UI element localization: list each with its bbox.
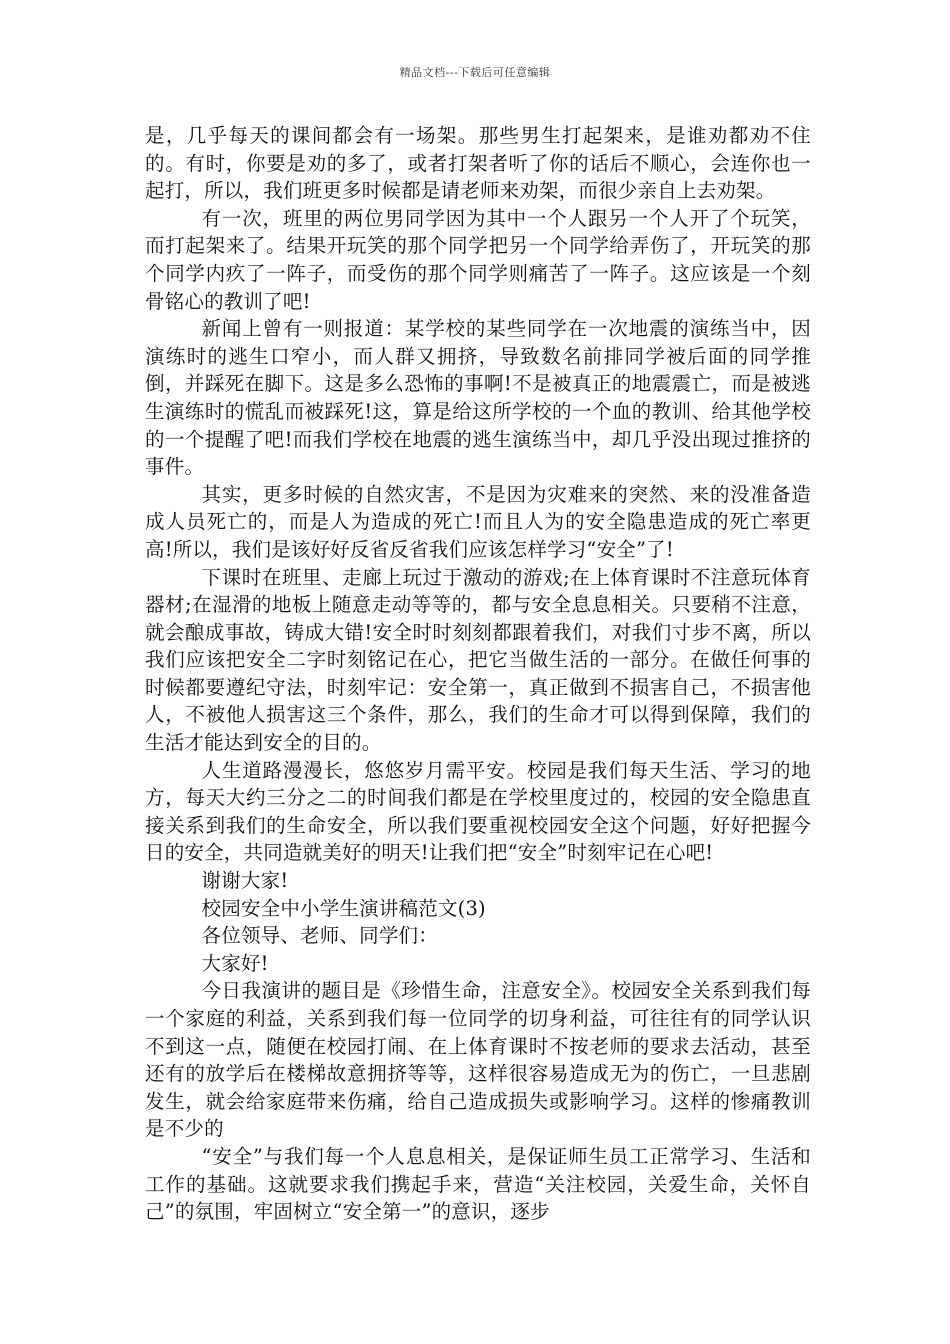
page-header: 精品文档---下载后可任意编辑 <box>399 66 551 79</box>
closing-line: 谢谢大家! <box>201 869 289 893</box>
paragraph: 下课时在班里、走廊上玩过于激动的游戏;在上体育课时不注意玩体育器材;在湿滑的地板上随意走动等等的，都与安全息息相关。只要稍不注意，就会酿成事故，铸成大错!安全时时刻刻都跟着我们，对我们寸步不离，所以我们应该把安全二字时刻铭记在心，把它当做生活的一部分。在做任何事的时候都要遵纪守法，时刻牢记：安全第一，真正做到不损害自己，不损害他人，不被他人损害这三个条件，那么，我们的生命才可以得到保障，我们的生活才能达到安全的目的。 <box>145 565 811 755</box>
paragraph: 今日我演讲的题目是《珍惜生命，注意安全》。校园安全关系到我们每一个家庭的利益，关系到我们每一位同学的切身利益，可往往有的同学认识不到这一点，随便在校园打闹、在上体育课时不按老师的要求去活动，甚至还有的放学后在楼梯故意拥挤等等，这样很容易造成无为的伤亡，一旦悲剧发生，就会给家庭带来伤痛，给自己造成损失或影响学习。这样的惨痛教训是不少的 <box>145 979 811 1141</box>
salutation: 各位领导、老师、同学们： <box>201 924 438 948</box>
section-title: 校园安全中小学生演讲稿范文(3) <box>201 896 486 920</box>
paragraph: 人生道路漫漫长，悠悠岁月需平安。校园是我们每天生活、学习的地方，每天大约三分之二的时间我们都是在学校里度过的，校园的安全隐患直接关系到我们的生命安全，所以我们要重视校园安全这个问题，好好把握今日的安全，共同造就美好的明天!让我们把“安全”时刻牢记在心吧! <box>145 758 811 865</box>
paragraph: 其实，更多时候的自然灾害，不是因为灾难来的突然、来的没准备造成人员死亡的，而是人为造成的死亡!而且人为的安全隐患造成的死亡率更高!所以，我们是该好好反省反省我们应该怎样学习“安全”了! <box>145 482 811 561</box>
greeting: 大家好! <box>201 951 269 975</box>
paragraph: 是，几乎每天的课间都会有一场架。那些男生打起架来，是谁劝都劝不住的。有时，你要是劝的多了，或者打架者听了你的话后不顺心，会连你也一起打，所以，我们班更多时候都是请老师来劝架，而很少亲自上去劝架。 <box>145 124 811 203</box>
document-body <box>145 122 811 1226</box>
paragraph: 有一次，班里的两位男同学因为其中一个人跟另一个人开了个玩笑，而打起架来了。结果开玩笑的那个同学把另一个同学给弄伤了，开玩笑的那个同学内疚了一阵子，而受伤的那个同学则痛苦了一阵子。这应该是一个刻骨铭心的教训了吧! <box>145 206 811 313</box>
paragraph: “安全”与我们每一个人息息相关，是保证师生员工正常学习、生活和工作的基础。这就要求我们携起手来，营造“关注校园，关爱生命，关怀自己”的氛围，牢固树立“安全第一”的意识，逐步 <box>145 1144 811 1224</box>
paragraph: 新闻上曾有一则报道：某学校的某些同学在一次地震的演练当中，因演练时的逃生口窄小，而人群又拥挤，导致数名前排同学被后面的同学推倒，并踩死在脚下。这是多么恐怖的事啊!不是被真正的地震震亡，而是被逃生演练时的慌乱而被踩死!这，算是给这所学校的一个血的教训、给其他学校的一个提醒了吧!而我们学校在地震的逃生演练当中，却几乎没出现过推挤的事件。 <box>145 317 811 479</box>
